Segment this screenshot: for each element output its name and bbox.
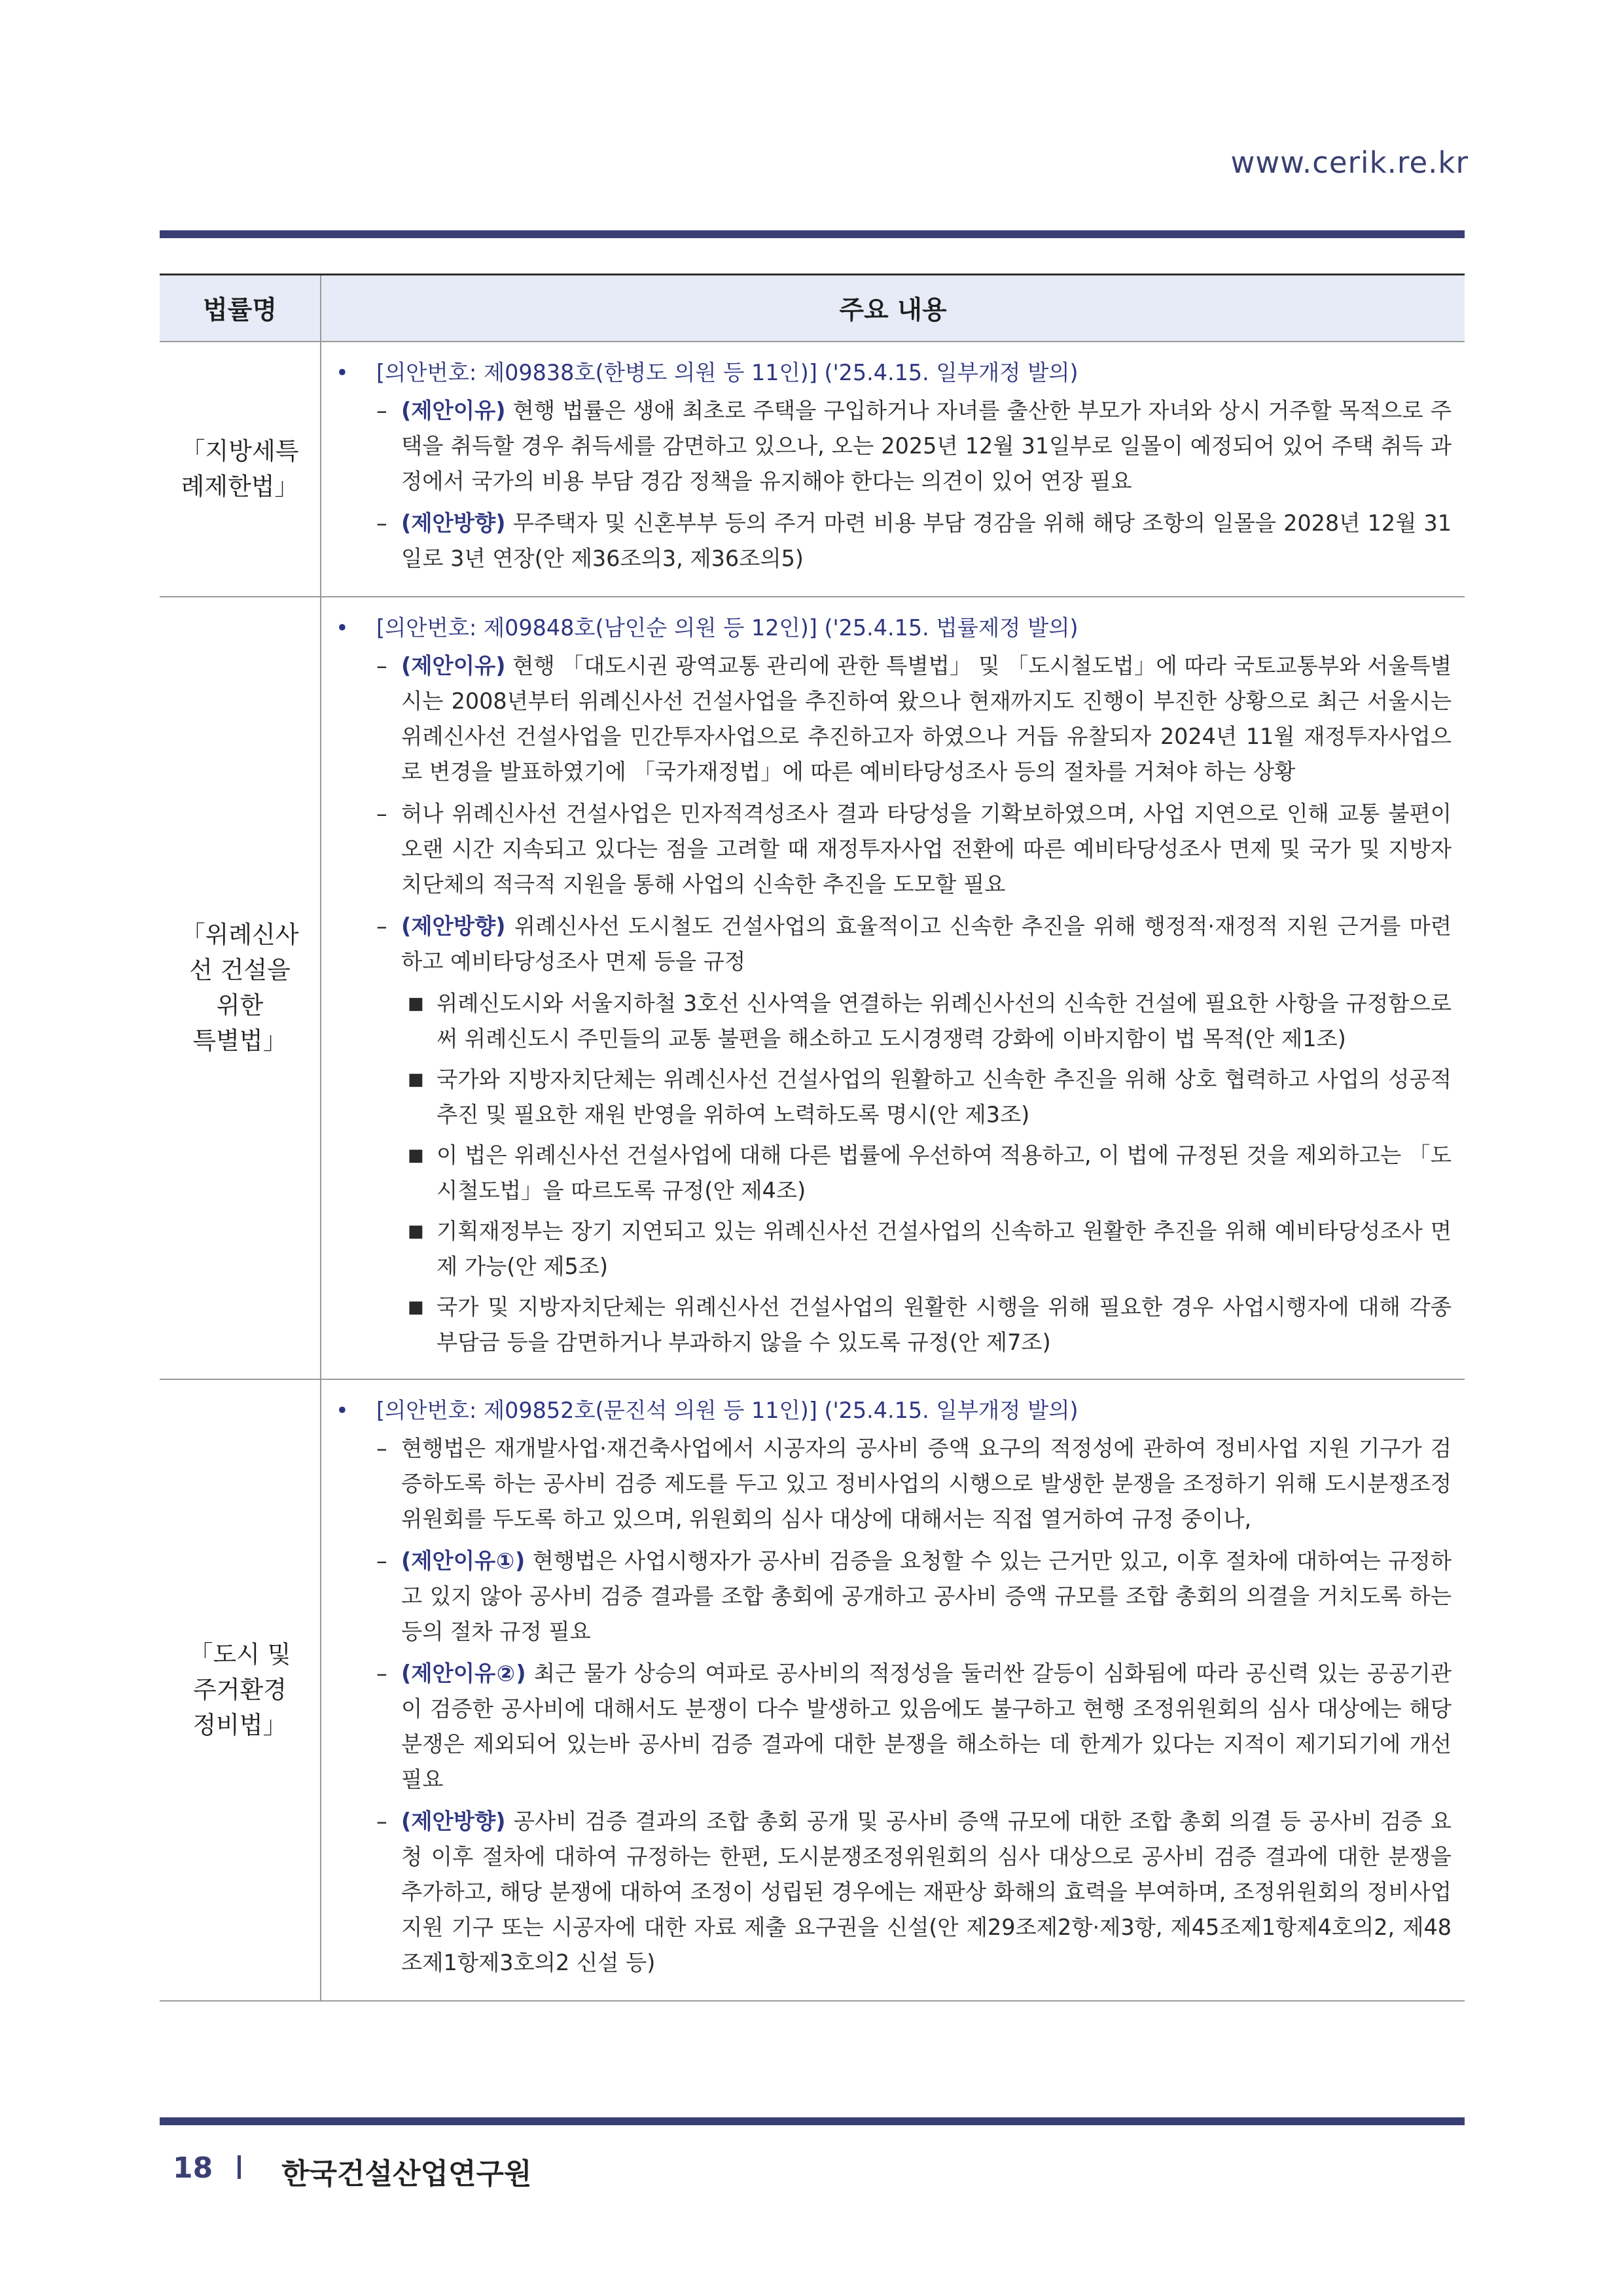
law-name-cell	[160, 597, 321, 1379]
sub-item-text: 국가 및 지방자치단체는 위례신사선 건설사업의 원활한 시행을 위해 필요한 경우 사업시행자에 대해 각종 부담금 등을 감면하거나 부과하지 않을 수 있도록 규정(안 제7조)	[437, 1294, 1452, 1355]
content-item	[336, 796, 1452, 902]
item-text: 공사비 검증 결과의 조합 총회 공개 및 공사비 증액 규모에 대한 조합 총회 의결 등 공사비 검증 요청 이후 절차에 대하여 규정하는 한편, 도시분쟁조정위원회의 심사 대상으로 공사비 검증 결과에 대한 분쟁을 추가하고, 해당 분쟁에 대하여 조정이 성립된 경우에는 재판상 화해의 효력을 부여하며, 조정위원회의 정비사업 지원 기구 또는 시공자에 대한 자료 제출 요구권을 신설(안 제29조제2항·제3항, 제45조제1항제4호의2, 제48조제1항제3호의2 신설 등)	[401, 1809, 1452, 1975]
square-bullet-icon: ■	[408, 1298, 424, 1317]
content-cell	[321, 342, 1465, 597]
content-item	[336, 1431, 1452, 1537]
item-label: (제안이유②)	[401, 1661, 526, 1686]
sub-item-text: 국가와 지방자치단체는 위례신사선 건설사업의 원활하고 신속한 추진을 위해 상호 협력하고 사업의 성공적 추진 및 필요한 재원 반영을 위하여 노력하도록 명시(안 제3조)	[437, 1067, 1452, 1127]
site-url[interactable]: www.cerik.re.kr	[1230, 145, 1469, 180]
bill-info	[336, 610, 1452, 646]
bottom-rule	[160, 2117, 1465, 2125]
item-label: (제안이유)	[401, 398, 506, 423]
table-row	[160, 1379, 1465, 2001]
law-name-line: 례제한법」	[181, 472, 299, 501]
law-name-line: 위한	[216, 991, 264, 1019]
table-row	[160, 342, 1465, 597]
page-number: 18	[173, 2151, 213, 2185]
content-cell	[321, 597, 1465, 1379]
square-bullet-icon: ■	[408, 1222, 424, 1241]
dash-icon: –	[376, 1548, 387, 1574]
content-item	[336, 1656, 1452, 1797]
item-label: (제안이유①)	[401, 1548, 526, 1574]
table-header-row	[160, 275, 1465, 342]
item-text: 무주택자 및 신혼부부 등의 주거 마련 비용 부담 경감을 위해 해당 조항의 일몰을 2028년 12월 31일로 3년 연장(안 제36조의3, 제36조의5)	[401, 510, 1452, 571]
dash-icon: –	[376, 1661, 387, 1686]
bullet-icon: •	[336, 1398, 349, 1423]
footer-separator	[238, 2155, 241, 2179]
dash-icon: –	[376, 913, 387, 939]
header-main-content: 주요 내용	[321, 275, 1465, 342]
content-cell	[321, 1379, 1465, 2001]
law-name-line: 선 건설을	[189, 956, 291, 984]
dash-icon: –	[376, 1809, 387, 1834]
dash-icon: –	[376, 398, 387, 423]
table-body	[160, 342, 1465, 2001]
sub-item	[336, 1062, 1452, 1133]
item-text: 최근 물가 상승의 여파로 공사비의 적정성을 둘러싼 갈등이 심화됨에 따라 공신력 있는 공공기관이 검증한 공사비에 대해서도 분쟁이 다수 발생하고 있음에도 불구하고 현행 조정위원회의 심사 대상에는 해당 분쟁은 제외되어 있는바 공사비 검증 결과에 대한 분쟁을 해소하는 데 한계가 있다는 지적이 제기되기에 개선 필요	[401, 1661, 1452, 1792]
square-bullet-icon: ■	[408, 1070, 424, 1089]
law-name-line: 주거환경	[193, 1676, 287, 1704]
content-item	[336, 1544, 1452, 1650]
square-bullet-icon: ■	[408, 994, 424, 1014]
item-text: 현행법은 사업시행자가 공사비 검증을 요청할 수 있는 근거만 있고, 이후 절차에 대하여는 규정하고 있지 않아 공사비 검증 결과를 조합 총회에 공개하고 공사비 증액 규모를 조합 총회의 의결을 거치도록 하는 등의 절차 규정 필요	[401, 1548, 1452, 1644]
law-name-line: 「위례신사	[181, 921, 299, 949]
content-item	[336, 648, 1452, 790]
bullet-icon: •	[336, 360, 349, 385]
footer-organization: 한국건설산업연구원	[281, 2157, 532, 2191]
law-name-line: 「도시 및	[188, 1640, 291, 1669]
dash-icon: –	[376, 653, 387, 679]
law-table	[160, 274, 1465, 2002]
law-name-cell	[160, 342, 321, 597]
bill-info	[336, 1393, 1452, 1428]
item-label: (제안방향)	[401, 1809, 506, 1834]
item-text: 현행법은 재개발사업·재건축사업에서 시공자의 공사비 증액 요구의 적정성에 관하여 정비사업 지원 기구가 검증하도록 하는 공사비 검증 제도를 두고 있고 정비사업의 시행으로 발생한 분쟁을 조정하기 위해 도시분쟁조정위원회를 두도록 하고 있으며, 위원회의 심사 대상에 대해서는 직접 열거하여 규정 중이나,	[401, 1436, 1452, 1532]
bullet-icon: •	[336, 615, 349, 641]
sub-item	[336, 1138, 1452, 1209]
item-text: 위례신사선 도시철도 건설사업의 효율적이고 신속한 추진을 위해 행정적·재정적 지원 근거를 마련하고 예비타당성조사 면제 등을 규정	[401, 913, 1452, 974]
header-law-name: 법률명	[160, 275, 321, 342]
law-name-line: 특별법」	[192, 1027, 287, 1055]
table-row	[160, 597, 1465, 1379]
item-text: 허나 위례신사선 건설사업은 민자적격성조사 결과 타당성을 기확보하였으며, 사업 지연으로 인해 교통 불편이 오랜 시간 지속되고 있다는 점을 고려할 때 재정투자사업 전환에 따른 예비타당성조사 면제 및 국가 및 지방자치단체의 적극적 지원을 통해 사업의 신속한 추진을 도모할 필요	[401, 801, 1452, 897]
content-item	[336, 1804, 1452, 1981]
bill-info	[336, 355, 1452, 391]
sub-item	[336, 1290, 1452, 1360]
sub-item	[336, 1214, 1452, 1284]
item-label: (제안방향)	[401, 510, 506, 536]
item-label: (제안방향)	[401, 913, 506, 939]
law-name-cell	[160, 1379, 321, 2001]
item-text: 현행 「대도시권 광역교통 관리에 관한 특별법」 및 「도시철도법」에 따라 국토교통부와 서울특별시는 2008년부터 위례신사선 건설사업을 추진하여 왔으나 현재까지도 진행이 부진한 상황으로 최근 서울시는 위례신사선 건설사업을 민간투자사업으로 추진하고자 하였으나 거듭 유찰되자 2024년 11월 재정투자사업으로 변경을 발표하였기에 「국가재정법」에 따른 예비타당성조사 등의 절차를 거쳐야 하는 상황	[401, 653, 1452, 785]
sub-item-text: 이 법은 위례신사선 건설사업에 대해 다른 법률에 우선하여 적용하고, 이 법에 규정된 것을 제외하고는 「도시철도법」을 따르도록 규정(안 제4조)	[437, 1142, 1452, 1203]
content-item	[336, 393, 1452, 499]
bill-text: [의안번호: 제09852호(문진석 의원 등 11인)] ('25.4.15. 일부개정 발의)	[376, 1398, 1079, 1423]
sub-item	[336, 986, 1452, 1057]
bill-text: [의안번호: 제09848호(남인순 의원 등 12인)] ('25.4.15. 법률제정 발의)	[376, 615, 1079, 641]
top-rule	[160, 230, 1465, 238]
dash-icon: –	[376, 801, 387, 826]
item-text: 현행 법률은 생애 최초로 주택을 구입하거나 자녀를 출산한 부모가 자녀와 상시 거주할 목적으로 주택을 취득할 경우 취득세를 감면하고 있으나, 오는 2025년 12월 31일부로 일몰이 예정되어 있어 주택 취득 과정에서 국가의 비용 부담 경감 정책을 유지해야 한다는 의견이 있어 연장 필요	[401, 398, 1452, 494]
item-label: (제안이유)	[401, 653, 506, 679]
law-name-line: 정비법」	[192, 1711, 287, 1739]
dash-icon: –	[376, 510, 387, 536]
law-name-line: 「지방세특	[181, 437, 299, 465]
square-bullet-icon: ■	[408, 1146, 424, 1165]
dash-icon: –	[376, 1436, 387, 1461]
content-item	[336, 909, 1452, 980]
sub-item-text: 위례신도시와 서울지하철 3호선 신사역을 연결하는 위례신사선의 신속한 건설에 필요한 사항을 규정함으로써 위례신도시 주민들의 교통 불편을 해소하고 도시경쟁력 강화에 이바지함이 법 목적(안 제1조)	[437, 991, 1452, 1051]
content-item	[336, 506, 1452, 576]
sub-item-text: 기획재정부는 장기 지연되고 있는 위례신사선 건설사업의 신속하고 원활한 추진을 위해 예비타당성조사 면제 가능(안 제5조)	[437, 1218, 1452, 1279]
bill-text: [의안번호: 제09838호(한병도 의원 등 11인)] ('25.4.15. 일부개정 발의)	[376, 360, 1079, 385]
